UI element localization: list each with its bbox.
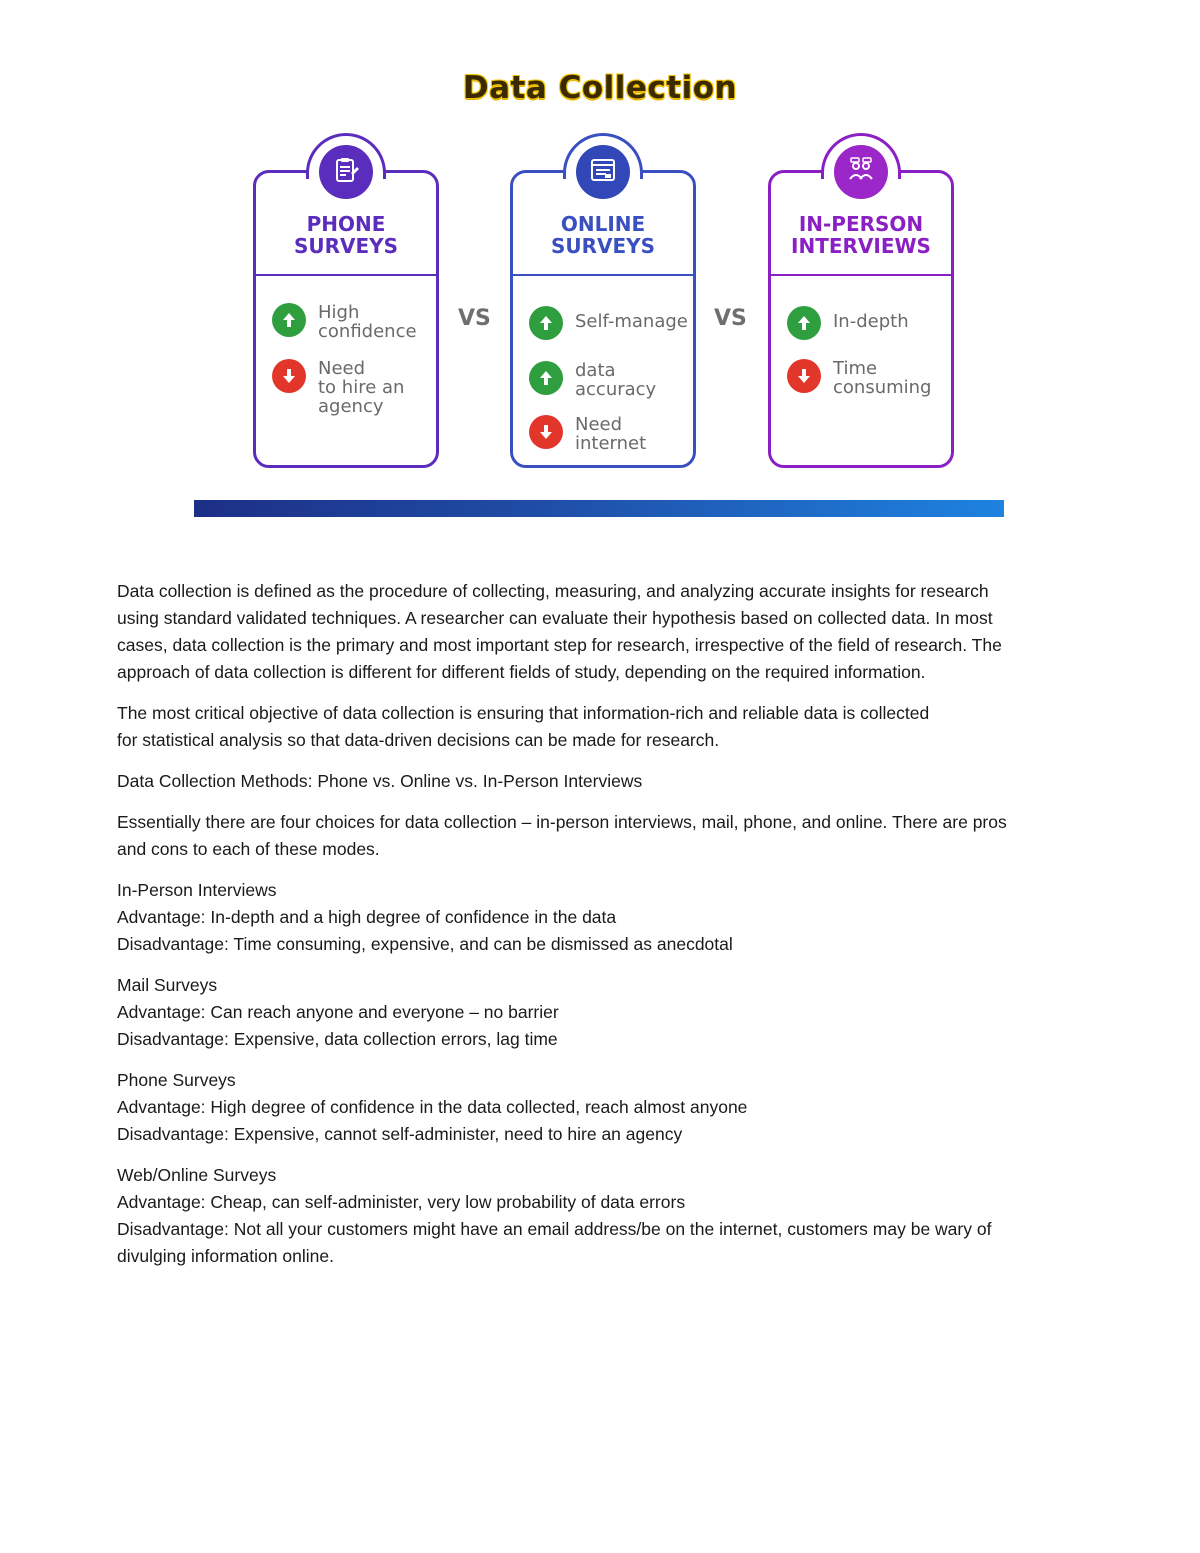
paragraph <box>117 578 1077 686</box>
card-divider <box>771 274 951 276</box>
paragraph-line: Data Collection Methods: Phone vs. Online vs. In-Person Interviews <box>117 771 643 791</box>
card-title-line: PHONE <box>306 212 386 236</box>
paragraph <box>117 972 1077 1053</box>
paragraph-line: Advantage: In-depth and a high degree of confidence in the data <box>117 907 617 927</box>
item-text-line: agency <box>318 396 384 417</box>
item-text-line: to hire an <box>318 377 405 398</box>
item-text-line: In-depth <box>833 311 909 332</box>
item-text-line: Need <box>318 358 366 379</box>
paragraph-line: and cons to each of these modes. <box>117 839 380 859</box>
paragraph <box>117 1067 1077 1148</box>
paragraph-line: Phone Surveys <box>117 1070 236 1090</box>
arrow-down-icon <box>272 359 306 393</box>
arrow-down-icon <box>529 415 563 449</box>
arrow-up-icon <box>787 306 821 340</box>
paragraph <box>117 700 1077 754</box>
advantage-item <box>787 306 948 340</box>
paragraph-line: for statistical analysis so that data-driven decisions can be made for research. <box>117 730 720 750</box>
arrow-down-icon <box>787 359 821 393</box>
card-title-line: INTERVIEWS <box>791 234 931 258</box>
paragraph-line: using standard validated techniques. A researcher can evaluate their hypothesis based on collected data. In most <box>117 608 993 628</box>
paragraph-line: approach of data collection is different for different fields of study, depending on the required information. <box>117 662 926 682</box>
page-title: Data Collection <box>462 70 738 106</box>
paragraph-line: Disadvantage: Expensive, data collection errors, lag time <box>117 1029 558 1049</box>
paragraph-line: cases, data collection is the primary and most important step for research, irrespective of the field of research. The <box>117 635 1002 655</box>
card-title <box>771 213 951 257</box>
card-title-line: SURVEYS <box>550 234 656 258</box>
paragraph <box>117 809 1077 863</box>
card-in-person-interviews <box>768 170 954 468</box>
card-title-line: ONLINE <box>560 212 646 236</box>
item-text <box>575 312 690 331</box>
paragraph-line: Advantage: Can reach anyone and everyone – no barrier <box>117 1002 559 1022</box>
paragraph-line: Disadvantage: Time consuming, expensive, and can be dismissed as anecdotal <box>117 934 733 954</box>
paragraph-line: divulging information online. <box>117 1246 334 1266</box>
arrow-up-icon <box>272 303 306 337</box>
card-phone-surveys <box>253 170 439 468</box>
clipboard-list-icon <box>331 155 361 190</box>
item-text-line: consuming <box>833 377 932 398</box>
advantage-item <box>529 361 690 399</box>
card-badge <box>834 145 888 199</box>
card-title-line: SURVEYS <box>293 234 399 258</box>
document-body <box>117 578 1077 1284</box>
paragraph-line: Advantage: High degree of confidence in the data collected, reach almost anyone <box>117 1097 748 1117</box>
paragraph-line: Advantage: Cheap, can self-administer, very low probability of data errors <box>117 1192 686 1212</box>
card-badge <box>319 145 373 199</box>
paragraph-line: Disadvantage: Not all your customers might have an email address/be on the internet, customers may be wary of <box>117 1219 992 1239</box>
item-text-line: Self-manage <box>575 311 688 332</box>
card-title <box>513 213 693 257</box>
paragraph-line: Mail Surveys <box>117 975 218 995</box>
paragraph <box>117 1162 1077 1270</box>
people-chat-icon <box>846 155 876 190</box>
item-text-line: internet <box>575 433 647 454</box>
item-text <box>575 415 690 453</box>
card-title-line: IN-PERSON <box>798 212 924 236</box>
paragraph <box>117 877 1077 958</box>
item-text <box>833 312 948 331</box>
item-text-line: High <box>318 302 360 323</box>
item-text-line: accuracy <box>575 379 657 400</box>
item-text <box>575 361 690 399</box>
item-text-line: data <box>575 360 616 381</box>
vs-label: VS <box>714 306 747 331</box>
paragraph-line: Web/Online Surveys <box>117 1165 277 1185</box>
paragraph <box>117 768 1077 795</box>
paragraph-line: Disadvantage: Expensive, cannot self-administer, need to hire an agency <box>117 1124 683 1144</box>
item-text <box>318 359 433 416</box>
paragraph-line: In-Person Interviews <box>117 880 277 900</box>
vs-label: VS <box>458 306 491 331</box>
item-text-line: Need <box>575 414 623 435</box>
item-text <box>833 359 948 397</box>
item-text-line: Time <box>833 358 878 379</box>
card-online-surveys <box>510 170 696 468</box>
paragraph-line: Data collection is defined as the procedure of collecting, measuring, and analyzing accurate insights for research <box>117 581 989 601</box>
card-badge <box>576 145 630 199</box>
arrow-up-icon <box>529 306 563 340</box>
advantage-item <box>272 303 433 341</box>
gradient-divider-bar <box>194 500 1004 517</box>
paragraph-line: Essentially there are four choices for data collection – in-person interviews, mail, phone, and online. There are pros <box>117 812 1007 832</box>
arrow-up-icon <box>529 361 563 395</box>
card-title <box>256 213 436 257</box>
card-divider <box>256 274 436 276</box>
browser-form-icon <box>588 155 618 190</box>
disadvantage-item <box>787 359 948 397</box>
paragraph-line: The most critical objective of data collection is ensuring that information-rich and reliable data is collected <box>117 703 930 723</box>
item-text <box>318 303 433 341</box>
advantage-item <box>529 306 690 340</box>
disadvantage-item <box>529 415 690 453</box>
card-divider <box>513 274 693 276</box>
disadvantage-item <box>272 359 433 416</box>
item-text-line: confidence <box>318 321 417 342</box>
